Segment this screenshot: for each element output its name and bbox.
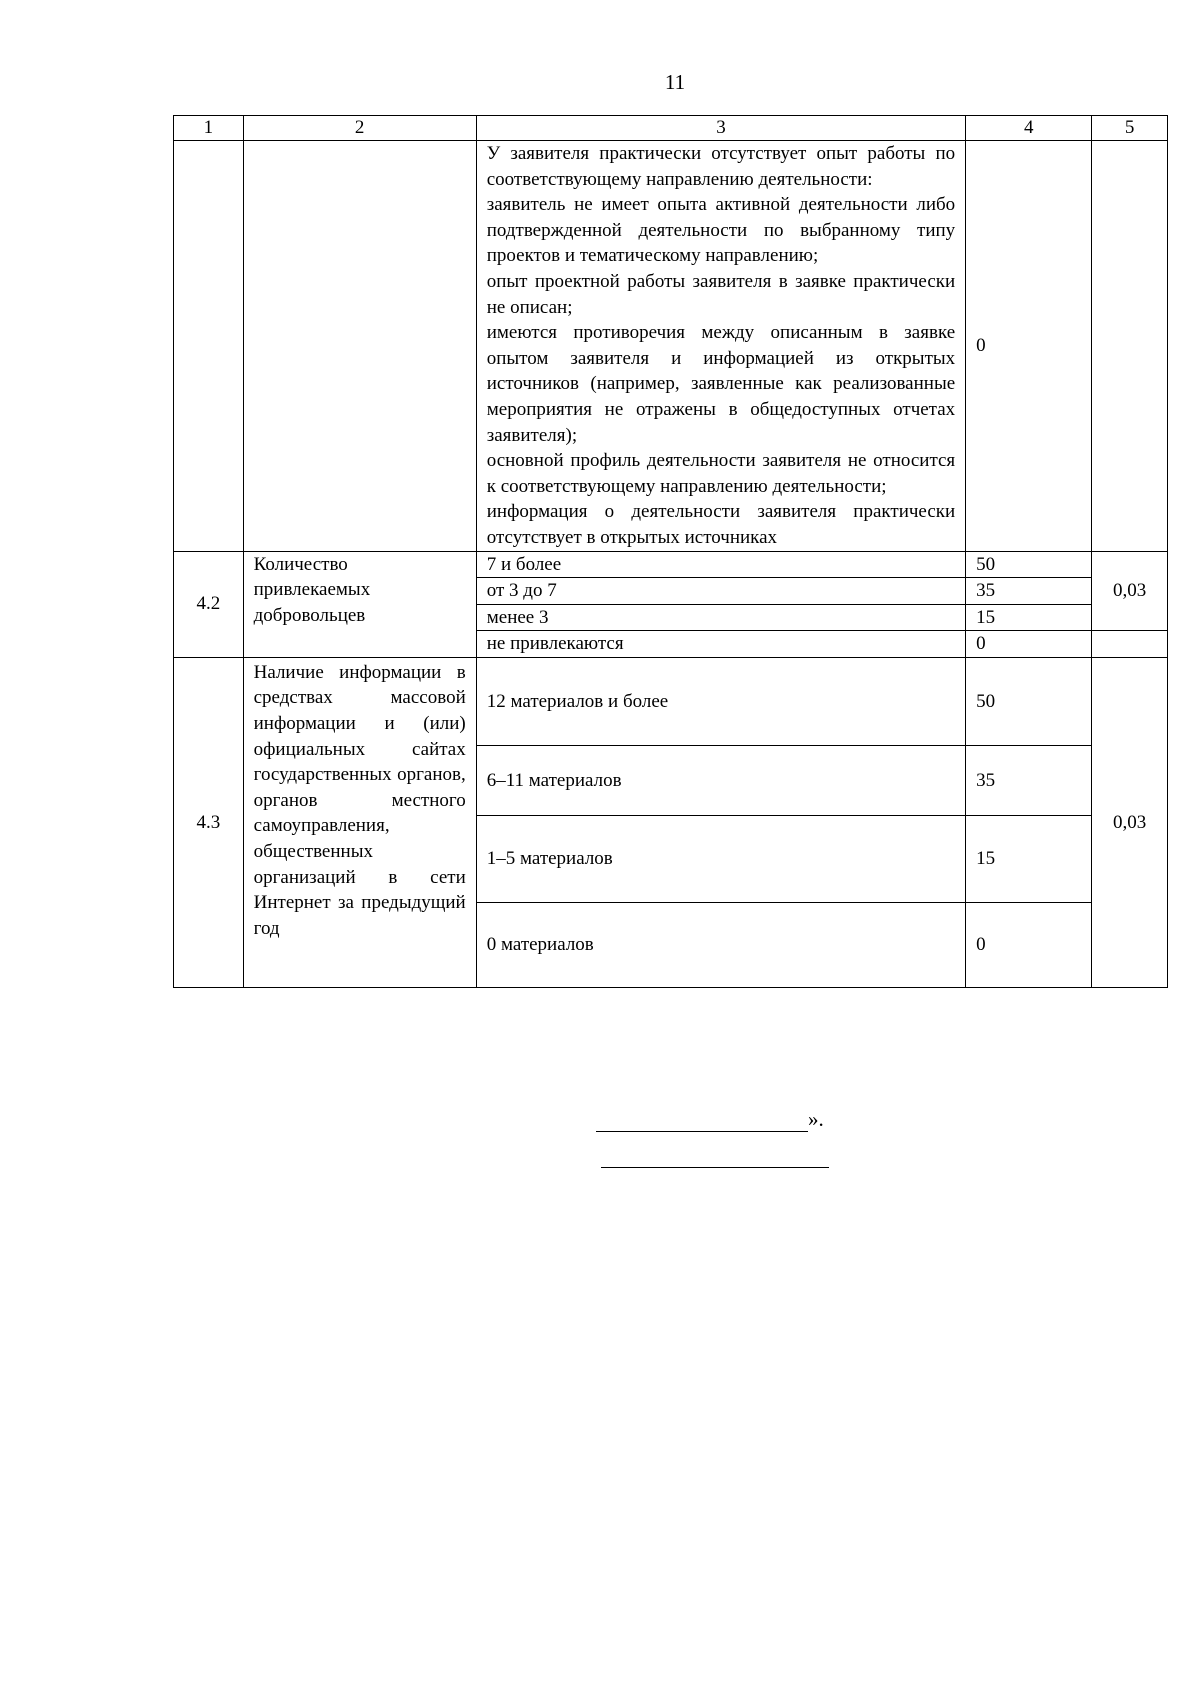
row-4-2-option-label: менее 3	[476, 604, 965, 631]
row-4-2-option-label: 7 и более	[476, 551, 965, 578]
row-4-1-score: 0	[966, 141, 1092, 552]
table-header-row	[174, 116, 1168, 141]
header-col-1: 1	[174, 116, 244, 141]
row-4-3-number: 4.3	[174, 657, 244, 987]
row-4-3-criterion: Наличие информации в средствах массовой информации и (или) официальных сайтах государственных органов, органов местного самоуправления, общественных организаций в сети Интернет за предыдущий год	[243, 657, 476, 987]
description-line: информация о деятельности заявителя практически отсутствует в открытых источниках	[486, 501, 956, 548]
row-4-2-option-score: 35	[966, 578, 1092, 605]
header-col-4: 4	[966, 116, 1092, 141]
row-4-1-weight-cell	[1092, 141, 1168, 552]
row-4-2-criterion: Количество привлекаемых добровольцев	[243, 551, 476, 657]
row-4-3-option-score: 0	[966, 902, 1092, 987]
description-line: У заявителя практически отсутствует опыт работы по соответствующему направлению деятельности:	[486, 143, 956, 190]
closing-blank	[596, 1109, 808, 1132]
header-col-3: 3	[476, 116, 965, 141]
row-4-2-option-score: 50	[966, 551, 1092, 578]
row-4-2-weight: 0,03	[1092, 551, 1168, 631]
table-row-4-3	[174, 657, 1168, 745]
row-4-3-option-score: 35	[966, 745, 1092, 815]
separator-rule	[601, 1167, 829, 1168]
row-4-3-option-label: 0 материалов	[476, 902, 965, 987]
page-number: 11	[664, 70, 686, 94]
row-4-2-option-label: от 3 до 7	[476, 578, 965, 605]
row-4-3-option-score: 15	[966, 815, 1092, 902]
header-col-2: 2	[243, 116, 476, 141]
row-4-2-option-label: не привлекаются	[476, 631, 965, 658]
row-4-2-option-score: 15	[966, 604, 1092, 631]
row-4-2-option-score: 0	[966, 631, 1092, 658]
row-4-2-number: 4.2	[174, 551, 244, 657]
closing-quote: ».	[808, 1107, 824, 1131]
table-row-4-1-continued	[174, 141, 1168, 552]
header-col-5: 5	[1092, 116, 1168, 141]
row-4-1-number-cell	[174, 141, 244, 552]
row-4-3-option-label: 6–11 материалов	[476, 745, 965, 815]
row-4-3-option-score: 50	[966, 657, 1092, 745]
description-line: имеются противоречия между описанным в заявке опытом заявителя и информацией из открытых источников (например, заявленные как реализованные мероприятия не отражены в общедоступных отчетах заявителя);	[486, 322, 956, 446]
closing-line	[596, 1107, 824, 1132]
table-row-4-2	[174, 551, 1168, 578]
description-line: заявитель не имеет опыта активной деятельности либо подтвержденной деятельности по выбранному типу проектов и тематическому направлению;	[486, 194, 956, 267]
description-line: опыт проектной работы заявителя в заявке практически не описан;	[486, 270, 956, 318]
row-4-3-weight: 0,03	[1092, 657, 1168, 987]
row-4-3-option-label: 1–5 материалов	[476, 815, 965, 902]
row-4-2-weight-empty	[1092, 631, 1168, 658]
row-4-1-criterion-cell	[243, 141, 476, 552]
row-4-3-option-label: 12 материалов и более	[476, 657, 965, 745]
criteria-table	[173, 115, 1168, 988]
row-4-1-description-cell	[476, 141, 965, 552]
description-line: основной профиль деятельности заявителя не относится к соответствующему направлению деятельности;	[486, 450, 956, 497]
